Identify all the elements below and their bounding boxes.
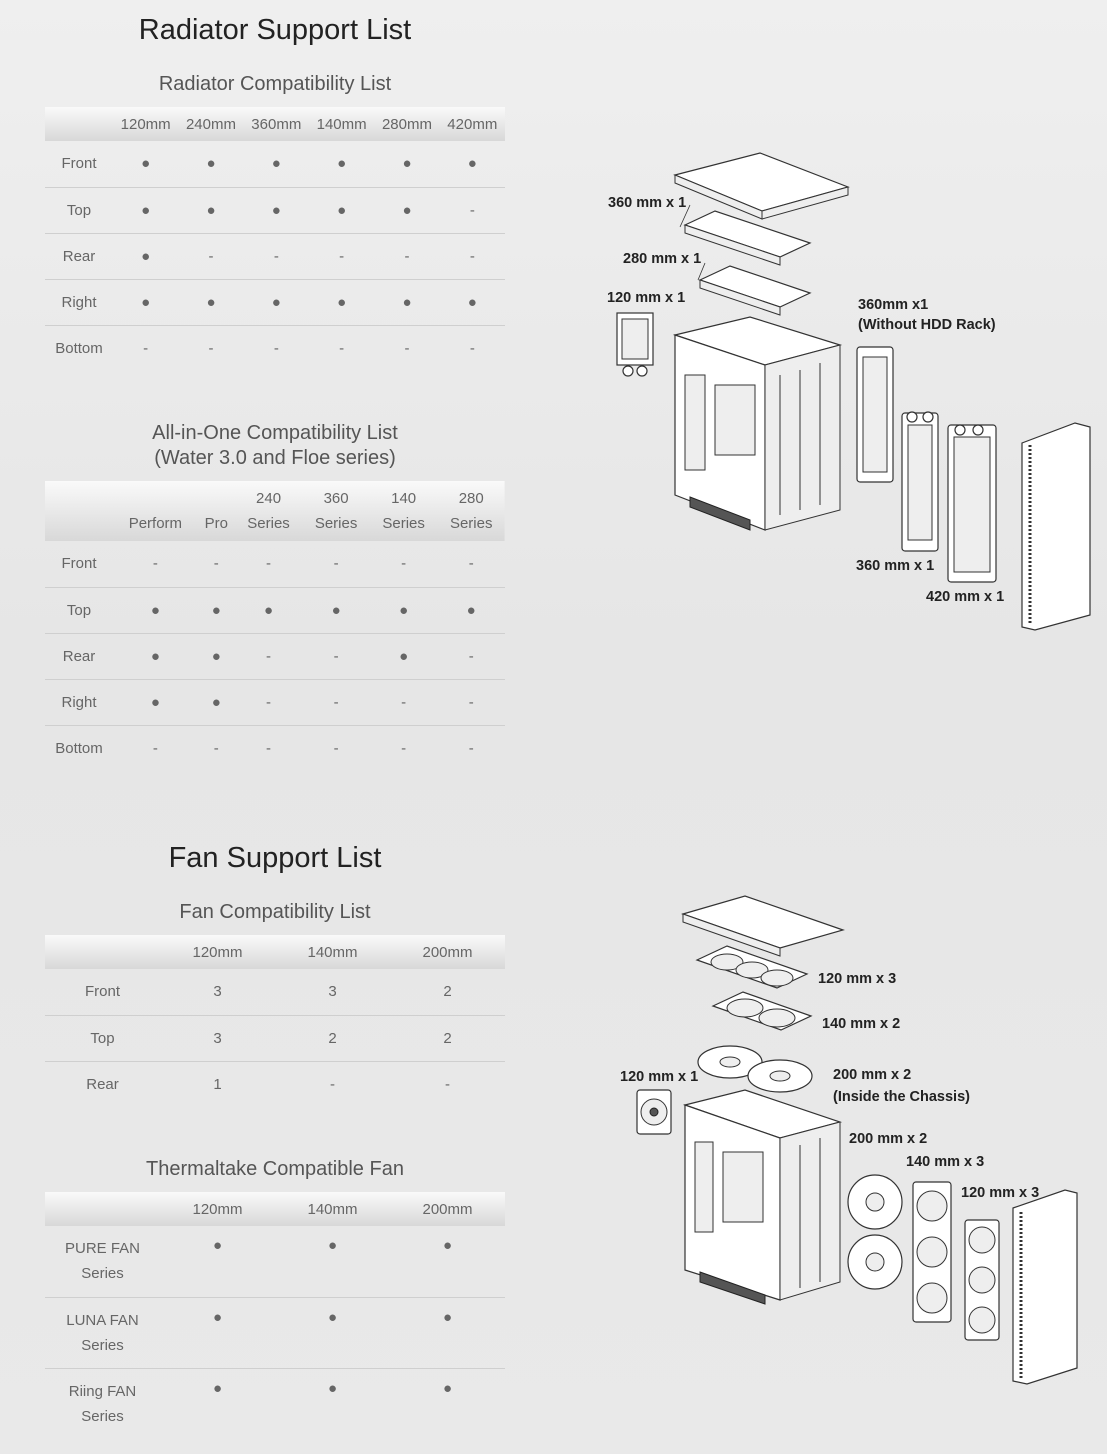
column-header — [437, 481, 505, 541]
row-label: Bottom — [55, 339, 103, 357]
cell: - — [437, 541, 505, 587]
cell: ● — [198, 679, 235, 725]
cell: - — [244, 233, 309, 279]
row-label-line1: LUNA FAN — [66, 1311, 139, 1329]
table-row — [45, 1015, 505, 1061]
table-row — [45, 679, 505, 725]
column-header: 420mm — [447, 115, 498, 133]
cell: ● — [178, 279, 243, 325]
label-fan-140x3: 140 mm x 3 — [906, 1154, 985, 1170]
column-header-line2: Pro — [204, 515, 228, 532]
cell: - — [213, 739, 219, 757]
cell: ● — [212, 1379, 223, 1397]
fan-compat-title: Fan Compatibility List — [179, 901, 371, 923]
column-header: 280mm — [381, 115, 432, 133]
cell: - — [440, 187, 505, 233]
cell: - — [440, 233, 505, 279]
cell: ● — [244, 187, 309, 233]
table-row — [45, 279, 505, 325]
radiator-section-title: Radiator Support List — [138, 14, 412, 46]
row-label: Right — [45, 279, 113, 325]
row-label: Rear — [45, 633, 113, 679]
cell: - — [302, 679, 370, 725]
cell: ● — [309, 279, 374, 325]
aio-title-line2: (Water 3.0 and Floe series) — [154, 447, 396, 469]
column-header — [235, 481, 303, 541]
table-row — [45, 187, 505, 233]
row-label: Front — [45, 141, 113, 187]
cell: ● — [440, 141, 505, 187]
cell: ● — [113, 679, 198, 725]
cell: ● — [178, 187, 243, 233]
radiator-360-illustration — [685, 211, 810, 265]
fan-120x3-illustration — [697, 946, 807, 988]
chassis-illustration — [675, 317, 840, 530]
aio-compat-title — [45, 421, 505, 471]
cell: ● — [113, 187, 178, 233]
cell: ● — [374, 141, 439, 187]
cell: - — [273, 339, 279, 357]
column-header: 120mm — [120, 115, 171, 133]
fan-140x3-illustration — [913, 1182, 951, 1322]
column-header-line2: Series — [449, 515, 493, 532]
cell: ● — [113, 141, 178, 187]
row-label: Rear — [45, 233, 113, 279]
row-label-line2: Series — [81, 1336, 124, 1354]
column-header — [113, 481, 198, 541]
fan-200x2-front-illustration — [848, 1175, 902, 1289]
column-header: 140mm — [307, 1200, 358, 1218]
cell: ● — [374, 187, 439, 233]
cell: 3 — [160, 1015, 275, 1061]
cell: 2 — [275, 1015, 390, 1061]
label-radiator-420: 420 mm x 1 — [926, 589, 1005, 605]
cell: ● — [442, 1379, 453, 1397]
fan-140x2-illustration — [713, 992, 811, 1030]
cell: - — [235, 679, 303, 725]
radiator-280-illustration — [700, 266, 810, 315]
column-header — [198, 481, 235, 541]
cell: 3 — [275, 969, 390, 1015]
label-fan-200x2-line2: (Inside the Chassis) — [833, 1089, 970, 1105]
cell: - — [469, 339, 475, 357]
table-row — [45, 541, 505, 587]
cell: ● — [374, 279, 439, 325]
top-panel-illustration — [683, 896, 843, 956]
column-header: 120mm — [192, 943, 243, 961]
cell: - — [309, 233, 374, 279]
cell: ● — [244, 141, 309, 187]
cell: ● — [390, 1226, 505, 1297]
cell: ● — [437, 587, 505, 633]
cell: - — [330, 1075, 335, 1093]
table-row — [45, 325, 505, 371]
table-row — [45, 1368, 505, 1439]
cell: - — [266, 739, 272, 757]
cell: - — [178, 233, 243, 279]
row-label: Top — [45, 187, 113, 233]
label-radiator-360-hdd-line1: 360mm x1 — [858, 297, 929, 313]
row-label: Front — [45, 969, 160, 1015]
table-row — [45, 633, 505, 679]
row-label — [45, 1226, 160, 1297]
row-label: Right — [45, 679, 113, 725]
cell: ● — [160, 1297, 275, 1368]
table-row — [45, 969, 505, 1015]
row-label: Bottom — [55, 739, 103, 757]
column-header — [302, 481, 370, 541]
cell: 2 — [390, 969, 505, 1015]
cell: ● — [309, 141, 374, 187]
cell: - — [370, 541, 438, 587]
header-blank — [45, 935, 160, 969]
column-header: 200mm — [422, 943, 473, 961]
cell: 1 — [213, 1075, 222, 1093]
table-row — [45, 1061, 505, 1107]
label-radiator-280: 280 mm x 1 — [623, 251, 702, 267]
cell: - — [198, 541, 235, 587]
cell: - — [302, 633, 370, 679]
label-fan-140x2: 140 mm x 2 — [822, 1016, 901, 1032]
radiator-compat-table — [45, 107, 505, 371]
cell: - — [339, 339, 345, 357]
label-radiator-120: 120 mm x 1 — [607, 290, 686, 306]
cell: ● — [113, 233, 178, 279]
cell: - — [333, 739, 339, 757]
column-header-line1: 240 — [256, 490, 282, 507]
cell: - — [401, 739, 407, 757]
column-header-line1 — [198, 486, 235, 511]
radiator-420-illustration — [948, 425, 996, 582]
cell: ● — [113, 279, 178, 325]
cell: - — [370, 679, 438, 725]
row-label: Top — [45, 1015, 160, 1061]
cell: - — [152, 739, 158, 757]
cell: - — [468, 739, 474, 757]
table-row — [45, 141, 505, 187]
cell: ● — [327, 1379, 338, 1397]
row-label — [45, 1368, 160, 1439]
fan-120x3-side-illustration — [965, 1220, 999, 1340]
row-label: Top — [45, 587, 113, 633]
table-row — [45, 1226, 505, 1297]
side-panel-illustration — [1013, 1190, 1077, 1384]
table-row — [45, 233, 505, 279]
cell: ● — [160, 1226, 275, 1297]
column-header: 140mm — [307, 943, 358, 961]
column-header-line2: Series — [382, 515, 425, 532]
radiator-360-side-illustration — [857, 347, 893, 482]
row-label — [45, 1297, 160, 1368]
row-label: Front — [45, 541, 113, 587]
chassis-illustration — [685, 1090, 840, 1304]
cell: ● — [370, 633, 438, 679]
row-label-line2: Series — [81, 1265, 124, 1283]
cell: ● — [113, 633, 198, 679]
column-header — [370, 481, 438, 541]
table-row — [45, 587, 505, 633]
column-header-line1: 140 — [391, 490, 417, 507]
header-blank — [45, 1192, 160, 1226]
fan-120x1-illustration — [637, 1090, 671, 1134]
cell: - — [445, 1075, 450, 1093]
column-header: 120mm — [192, 1200, 243, 1218]
label-fan-200x2-line1: 200 mm x 2 — [833, 1067, 912, 1083]
column-header-line1: 280 — [458, 490, 484, 507]
cell: ● — [178, 141, 243, 187]
label-radiator-360-hdd-line2: (Without HDD Rack) — [858, 317, 996, 333]
column-header-line1: 360 — [323, 490, 349, 507]
top-panel-illustration — [675, 153, 848, 219]
row-label: Rear — [86, 1075, 119, 1093]
cell: ● — [198, 587, 235, 633]
cell: ● — [198, 633, 235, 679]
aio-title-line1: All-in-One Compatibility List — [152, 422, 398, 444]
label-fan-200x2-front: 200 mm x 2 — [849, 1131, 928, 1147]
column-header: 360mm — [251, 115, 302, 133]
tt-fan-title: Thermaltake Compatible Fan — [146, 1158, 404, 1180]
cell: - — [143, 339, 149, 357]
cell: ● — [370, 587, 438, 633]
cell: 2 — [390, 1015, 505, 1061]
header-blank — [45, 107, 113, 141]
column-header: 240mm — [185, 115, 236, 133]
label-fan-120x1: 120 mm x 1 — [620, 1069, 699, 1085]
column-header-line2: Series — [247, 515, 290, 532]
fan-section-title: Fan Support List — [168, 842, 382, 874]
cell: ● — [244, 279, 309, 325]
cell: 3 — [160, 969, 275, 1015]
fan-200x2-illustration — [698, 1046, 812, 1092]
fan-compat-table — [45, 935, 505, 1107]
column-header-line2: Perform — [128, 515, 183, 532]
aio-compat-table — [45, 481, 505, 771]
cell: ● — [235, 587, 303, 633]
radiator-exploded-diagram — [590, 145, 1100, 640]
cell: ● — [275, 1226, 390, 1297]
radiator-compat-title: Radiator Compatibility List — [158, 73, 392, 95]
table-row — [45, 1297, 505, 1368]
label-fan-120x3-side: 120 mm x 3 — [961, 1185, 1040, 1201]
column-header-line1 — [113, 486, 198, 511]
cell: ● — [302, 587, 370, 633]
label-fan-120x3-top: 120 mm x 3 — [818, 971, 897, 987]
tt-fan-table — [45, 1192, 505, 1439]
cell: - — [302, 541, 370, 587]
column-header-line2: Series — [314, 515, 358, 532]
cell: - — [208, 339, 214, 357]
cell: - — [374, 233, 439, 279]
radiator-120-illustration — [617, 313, 653, 376]
cell: - — [235, 633, 303, 679]
cell: ● — [440, 279, 505, 325]
table-row — [45, 725, 505, 771]
cell: ● — [390, 1297, 505, 1368]
cell: - — [437, 679, 505, 725]
cell: - — [113, 541, 198, 587]
column-header: 200mm — [422, 1200, 473, 1218]
cell: - — [437, 633, 505, 679]
column-header: 140mm — [316, 115, 367, 133]
side-panel-illustration — [1022, 423, 1090, 630]
label-radiator-360-right: 360 mm x 1 — [856, 558, 935, 574]
row-label-line1: PURE FAN — [64, 1240, 140, 1258]
header-blank — [45, 481, 113, 541]
cell: ● — [275, 1297, 390, 1368]
label-radiator-360: 360 mm x 1 — [608, 195, 687, 211]
cell: - — [235, 541, 303, 587]
row-label-line1: Riing FAN — [68, 1382, 137, 1400]
cell: - — [404, 339, 410, 357]
cell: ● — [309, 187, 374, 233]
radiator-360-front-illustration — [902, 412, 938, 551]
row-label-line2: Series — [81, 1407, 124, 1425]
cell: ● — [113, 587, 198, 633]
